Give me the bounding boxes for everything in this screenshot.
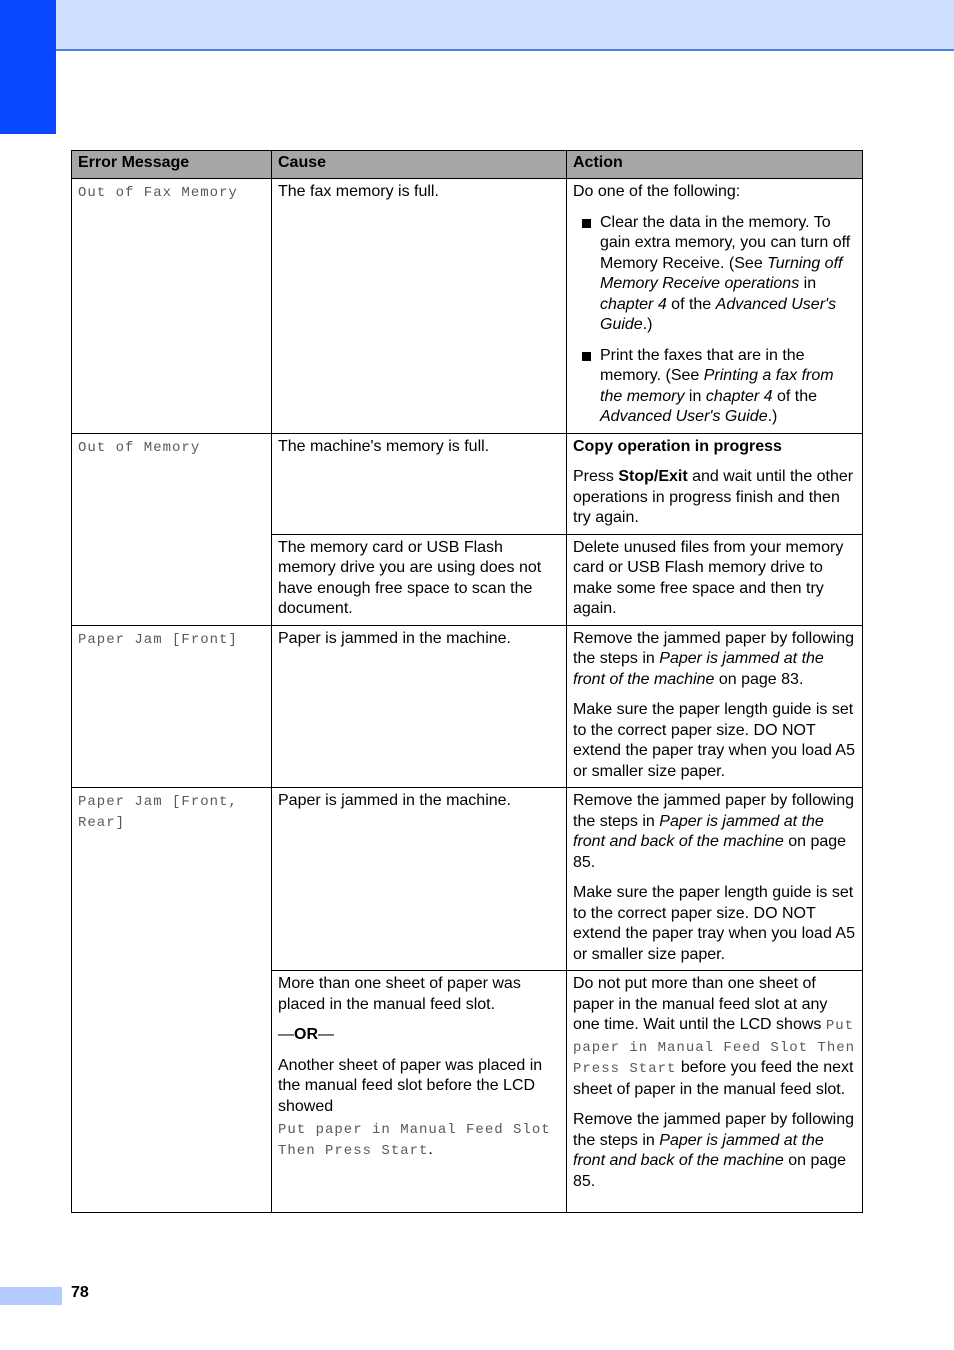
error-cell (72, 788, 272, 1213)
table-row (72, 788, 863, 971)
cross-reference: Turning off Memory Receive operations (600, 254, 843, 292)
cross-reference: Paper is jammed at the front of the machine (573, 650, 824, 688)
lcd-message: Put paper in Manual Feed Slot Then Press Start (278, 1122, 551, 1159)
cause-text: Paper is jammed in the machine. (278, 792, 511, 809)
cross-reference: Advanced User's Guide (600, 408, 768, 425)
error-cell (72, 625, 272, 788)
bullet-text: Clear the data in the memory. To gain extra memory, you can turn off Memory Receive. (See (600, 213, 851, 272)
action-text: Remove the jammed paper by following the steps in Paper is jammed at the front and back of the machine on page 85. (573, 792, 855, 871)
action-cell (567, 971, 863, 1213)
chapter-tab (0, 0, 56, 134)
bullet-text: in (799, 275, 817, 292)
table-row (72, 433, 863, 534)
bullet-item (573, 346, 856, 428)
error-cell (72, 179, 272, 434)
cause-cell (272, 625, 567, 788)
action-cell (567, 179, 863, 434)
cross-reference: chapter 4 (705, 387, 773, 405)
cross-reference: Advanced User's Guide (600, 295, 837, 333)
table-row (72, 625, 863, 788)
cross-reference: Paper is jammed at the front and back of the machine (573, 812, 824, 850)
action-cell (567, 788, 863, 971)
bullet-text: .) (642, 316, 653, 333)
cause-text: The machine's memory is full. (278, 437, 490, 455)
action-text: Delete unused files from your memory card or USB Flash memory drive to make some free space and then try again. (573, 538, 844, 617)
action-cell (567, 534, 863, 625)
header-error-message: Error Message (72, 151, 272, 179)
cause-text: The fax memory is full. (278, 183, 439, 200)
cause-text: Paper is jammed in the machine. (278, 629, 511, 647)
table-row (72, 179, 863, 434)
action-text: Make sure the paper length guide is set to the correct paper size. DO NOT extend the paper tray when you load A5 or smaller size paper. (573, 701, 855, 780)
cause-cell (272, 179, 567, 434)
or-separator: —OR— (278, 1026, 334, 1043)
bullet-text: in (684, 387, 706, 405)
action-text: Remove the jammed paper by following the steps in Paper is jammed at the front and back of the machine on page 85. (573, 1111, 855, 1190)
action-text: Do not put more than one sheet of paper in the manual feed slot at any one time. Wait until the LCD shows Put paper in Manual Feed Slot Then Press Start before you feed the next sheet of paper in the manual feed slot. (573, 975, 856, 1098)
error-message-table (71, 150, 863, 1213)
cross-reference: chapter 4 (600, 295, 667, 313)
action-cell (567, 625, 863, 788)
error-cell (72, 433, 272, 625)
error-message: Out of Fax Memory (78, 185, 238, 201)
cause-text: More than one sheet of paper was placed in the manual feed slot. (278, 975, 521, 1013)
action-subheading: Copy operation in progress (573, 437, 782, 455)
error-message: Paper Jam [Front, Rear] (78, 794, 238, 831)
lcd-message: Put paper in Manual Feed Slot Then Press Start (573, 1018, 856, 1077)
bullet-text: Print the faxes that are in the memory. (See (600, 346, 805, 384)
table-header-row (72, 151, 863, 179)
header-band (0, 0, 954, 51)
action-text: Make sure the paper length guide is set to the correct paper size. DO NOT extend the paper tray when you load A5 or smaller size paper. (573, 884, 855, 963)
bullet-text: .) (767, 408, 778, 425)
action-cell (567, 433, 863, 534)
cause-text: Another sheet of paper was placed in the manual feed slot before the LCD showed (278, 1056, 543, 1115)
error-message: Out of Memory (78, 439, 201, 456)
header-action: Action (567, 151, 863, 179)
cause-cell: More than one sheet of paper was placed in the manual feed slot. —OR— Another sheet of paper was placed in the manual feed slot before the LCD showed Put paper in Manual Feed Slot Then Press Start. (272, 971, 567, 1213)
error-message: Paper Jam [Front] (78, 631, 238, 648)
bullet-text: of the (772, 387, 818, 405)
action-text: Press Stop/Exit and wait until the other operations in progress finish and then try again. (573, 468, 854, 526)
cause-cell (272, 534, 567, 625)
cause-cell (272, 788, 567, 971)
header-cause: Cause (272, 151, 567, 179)
bullet-text: of the (666, 295, 716, 313)
bullet-square-icon (582, 219, 591, 228)
cross-reference: Paper is jammed at the front and back of the machine (573, 1131, 824, 1169)
footer-bar (0, 1287, 62, 1305)
bullet-item (573, 213, 856, 336)
bullet-square-icon (582, 352, 591, 361)
action-intro: Do one of the following: (573, 183, 741, 200)
action-text: Remove the jammed paper by following the steps in Paper is jammed at the front of the machine on page 83. (573, 629, 855, 688)
stop-exit-key-label: Stop/Exit (618, 468, 688, 485)
cause-text: The memory card or USB Flash memory drive you are using does not have enough free space to scan the document. (278, 538, 542, 617)
cause-cell (272, 433, 567, 534)
cross-reference: Printing a fax from the memory (600, 367, 834, 405)
page-number: 78 (71, 1284, 89, 1301)
